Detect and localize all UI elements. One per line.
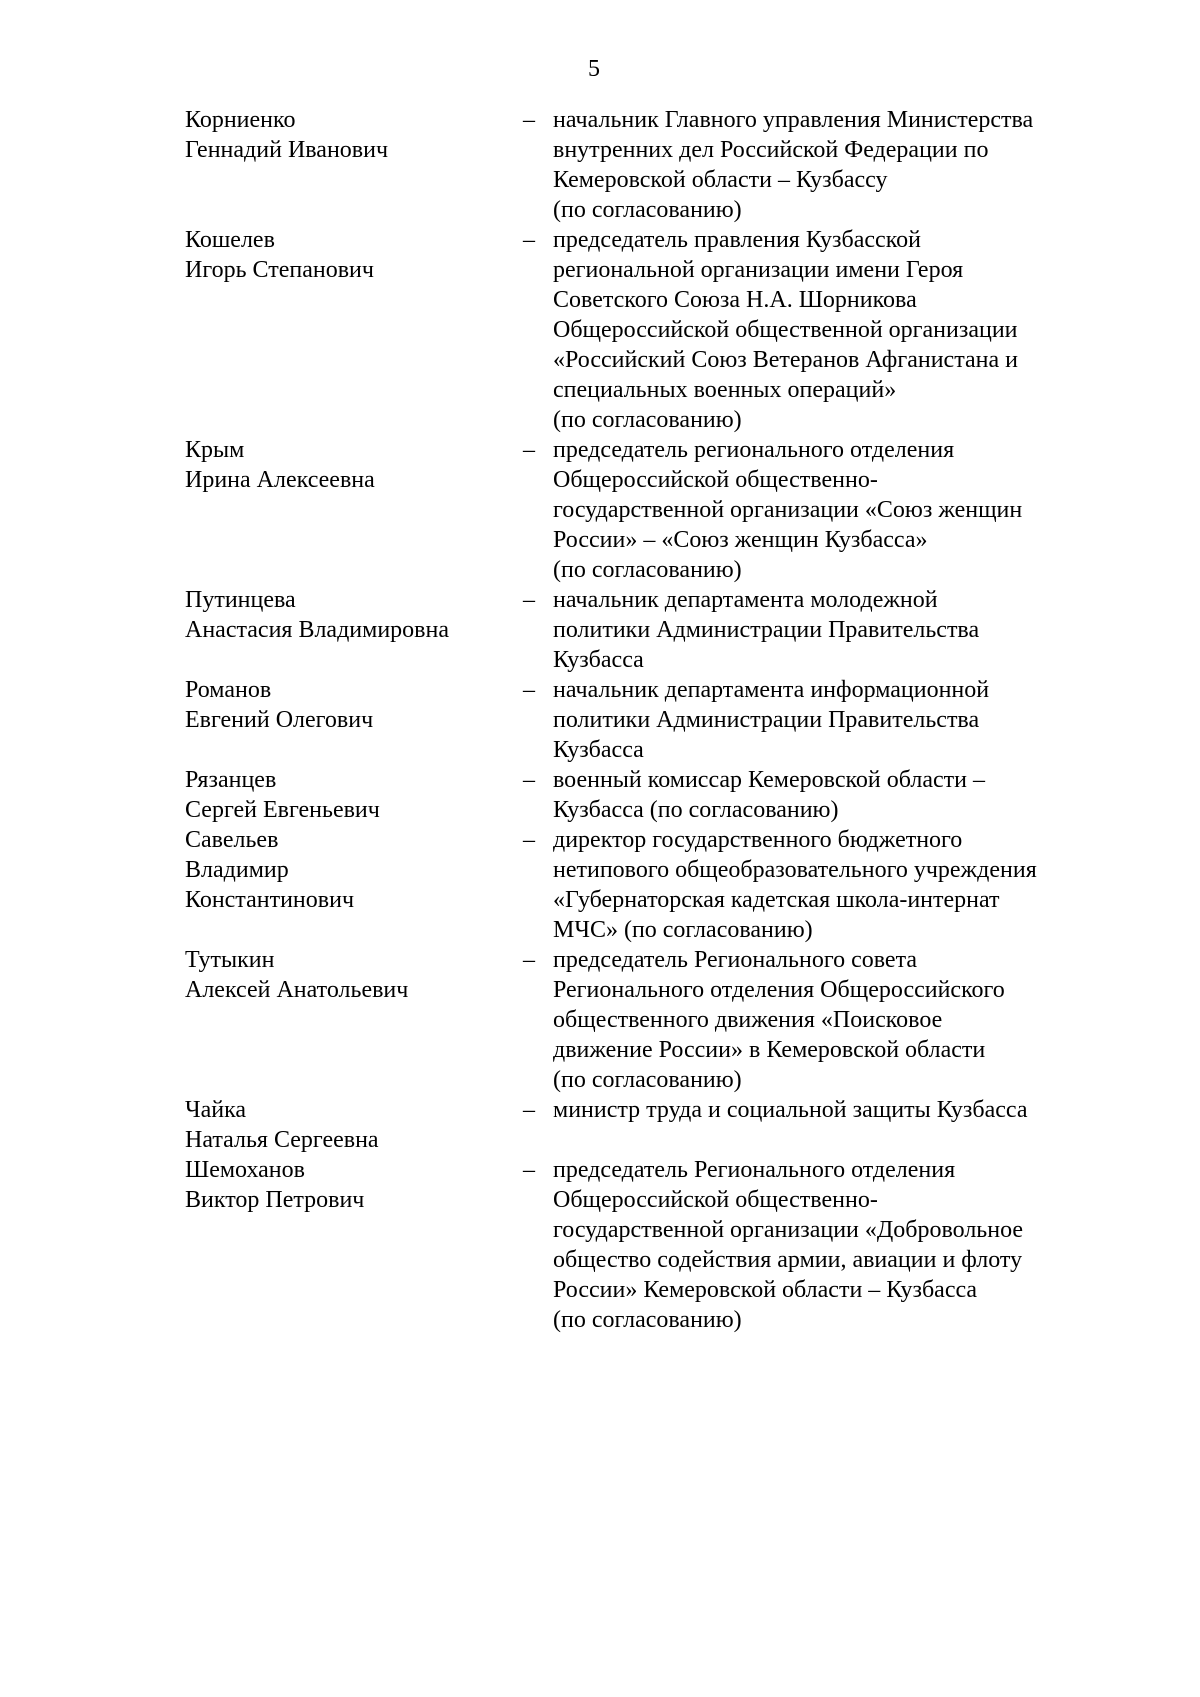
position-line: специальных военных операций» xyxy=(553,377,897,403)
position-line: государственной организации «Добровольное xyxy=(553,1217,1024,1243)
dash-separator: – xyxy=(523,1097,535,1123)
list-item xyxy=(0,225,1200,435)
position-line: (по согласованию) xyxy=(553,1307,742,1333)
dash-separator: – xyxy=(523,947,535,973)
member-position xyxy=(553,675,1153,765)
member-name xyxy=(185,1095,505,1155)
position-line: политики Администрации Правительства xyxy=(553,707,980,733)
name-line: Игорь Степанович xyxy=(185,257,374,283)
name-line: Тутыкин xyxy=(185,947,275,973)
position-line: председатель правления Кузбасской xyxy=(553,227,921,253)
member-position xyxy=(553,825,1153,945)
name-line: Кошелев xyxy=(185,227,275,253)
position-line: (по согласованию) xyxy=(553,407,742,433)
list-item xyxy=(0,1095,1200,1155)
position-line: нетипового общеобразовательного учреждения xyxy=(553,857,1037,883)
position-line: председатель регионального отделения xyxy=(553,437,955,463)
member-position xyxy=(553,105,1153,225)
name-line: Савельев xyxy=(185,827,279,853)
name-line: Сергей Евгеньевич xyxy=(185,797,380,823)
name-line: Корниенко xyxy=(185,107,296,133)
dash-separator: – xyxy=(523,587,535,613)
position-line: Общероссийской общественно- xyxy=(553,1187,878,1213)
position-line: Кузбасса (по согласованию) xyxy=(553,797,839,823)
position-line: начальник Главного управления Министерства xyxy=(553,107,1034,133)
member-name xyxy=(185,105,505,165)
position-line: директор государственного бюджетного xyxy=(553,827,963,853)
position-line: председатель Регионального отделения xyxy=(553,1157,956,1183)
member-name xyxy=(185,585,505,645)
position-line: (по согласованию) xyxy=(553,197,742,223)
position-line: Регионального отделения Общероссийского xyxy=(553,977,1005,1003)
dash-separator: – xyxy=(523,437,535,463)
position-line: России» Кемеровской области – Кузбасса xyxy=(553,1277,978,1303)
name-line: Виктор Петрович xyxy=(185,1187,365,1213)
member-name xyxy=(185,825,505,915)
member-name xyxy=(185,765,505,825)
position-line: МЧС» (по согласованию) xyxy=(553,917,813,943)
name-line: Анастасия Владимировна xyxy=(185,617,449,643)
position-line: начальник департамента информационной xyxy=(553,677,990,703)
position-line xyxy=(553,1125,1153,1155)
name-line: Константинович xyxy=(185,887,355,913)
list-item xyxy=(0,105,1200,225)
position-line: начальник департамента молодежной xyxy=(553,587,938,613)
position-line: Кемеровской области – Кузбассу xyxy=(553,167,888,193)
member-position xyxy=(553,585,1153,675)
name-line: Крым xyxy=(185,437,245,463)
list-item xyxy=(0,585,1200,675)
position-line: общественного движения «Поисковое xyxy=(553,1007,943,1033)
position-line: государственной организации «Союз женщин xyxy=(553,497,1023,523)
dash-separator: – xyxy=(523,677,535,703)
dash-separator: – xyxy=(523,227,535,253)
member-list xyxy=(0,105,1200,1335)
member-name xyxy=(185,435,505,495)
position-line: министр труда и социальной защиты Кузбасса xyxy=(553,1097,1028,1123)
list-item xyxy=(0,765,1200,825)
position-line: Советского Союза Н.А. Шорникова xyxy=(553,287,917,313)
dash-separator: – xyxy=(523,1157,535,1183)
dash-separator: – xyxy=(523,107,535,133)
position-line: военный комиссар Кемеровской области – xyxy=(553,767,985,793)
name-line: Ирина Алексеевна xyxy=(185,467,375,493)
member-position xyxy=(553,1155,1153,1335)
name-line: Романов xyxy=(185,677,272,703)
member-position xyxy=(553,435,1153,585)
member-name xyxy=(185,945,505,1005)
position-line: Общероссийской общественно- xyxy=(553,467,878,493)
position-line: общество содействия армии, авиации и флоту xyxy=(553,1247,1023,1273)
position-line: политики Администрации Правительства xyxy=(553,617,980,643)
member-position xyxy=(553,765,1153,825)
position-line: (по согласованию) xyxy=(553,557,742,583)
name-line: Евгений Олегович xyxy=(185,707,374,733)
name-line: Геннадий Иванович xyxy=(185,137,389,163)
name-line: Наталья Сергеевна xyxy=(185,1127,379,1153)
member-position xyxy=(553,1095,1153,1155)
position-line: (по согласованию) xyxy=(553,1067,742,1093)
position-line: «Губернаторская кадетская школа-интернат xyxy=(553,887,1000,913)
member-name xyxy=(185,225,505,285)
position-line: Кузбасса xyxy=(553,647,644,673)
position-line: «Российский Союз Ветеранов Афганистана и xyxy=(553,347,1018,373)
name-line: Шемоханов xyxy=(185,1157,305,1183)
member-name xyxy=(185,675,505,735)
position-line: региональной организации имени Героя xyxy=(553,257,964,283)
list-item xyxy=(0,945,1200,1095)
position-line: движение России» в Кемеровской области xyxy=(553,1037,986,1063)
member-position xyxy=(553,225,1153,435)
list-item xyxy=(0,1155,1200,1335)
position-line: Кузбасса xyxy=(553,737,644,763)
name-line: Рязанцев xyxy=(185,767,277,793)
list-item xyxy=(0,675,1200,765)
name-line: Чайка xyxy=(185,1097,247,1123)
dash-separator: – xyxy=(523,767,535,793)
dash-separator: – xyxy=(523,827,535,853)
name-line: Путинцева xyxy=(185,587,296,613)
member-position xyxy=(553,945,1153,1095)
page-number: 5 xyxy=(588,56,600,82)
position-line: Общероссийской общественной организации xyxy=(553,317,1018,343)
list-item xyxy=(0,435,1200,585)
position-line: внутренних дел Российской Федерации по xyxy=(553,137,989,163)
name-line: Алексей Анатольевич xyxy=(185,977,409,1003)
member-name xyxy=(185,1155,505,1215)
position-line: России» – «Союз женщин Кузбасса» xyxy=(553,527,928,553)
name-line: Владимир xyxy=(185,857,289,883)
list-item xyxy=(0,825,1200,945)
position-line: председатель Регионального совета xyxy=(553,947,917,973)
